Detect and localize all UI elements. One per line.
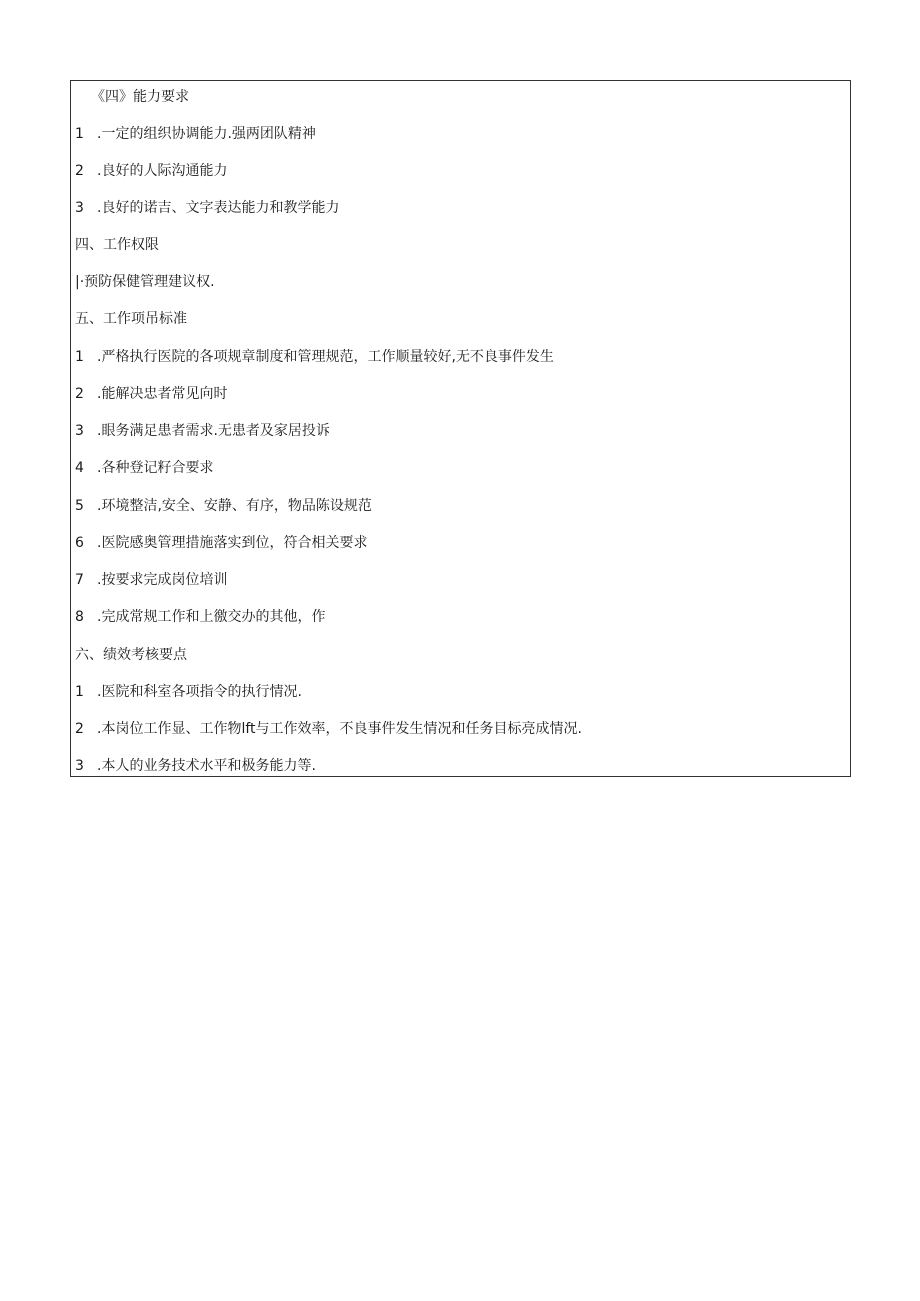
section-heading-ability: 《四》能力要求 (91, 89, 189, 105)
list-item: 7 .按要求完成岗位培训 (75, 572, 228, 588)
list-item: 5 .环境整洁,安全、安静、有序，物品陈设规范 (75, 498, 372, 514)
list-item: 1 .一定的组织协调能力.强两团队精神 (75, 126, 316, 142)
document-table (70, 80, 851, 777)
list-item: 3 .本人的业务技术水平和极务能力等. (75, 758, 316, 774)
list-item: 8 .完成常规工作和上徼交办的其他，作 (75, 609, 326, 625)
list-item: 4 .各种登记籽合要求 (75, 460, 214, 476)
list-item: 1 .严格执行医院的各项规章制度和管理规范，工作顺量较好,无不良事件发生 (75, 349, 554, 365)
section-heading-performance: 六、绩效考核要点 (75, 647, 187, 663)
section-heading-standards: 五、工作项吊标准 (75, 311, 187, 327)
section-heading-authority: 四、工作权限 (75, 237, 159, 253)
list-item: 3 .良好的诺吉、文字表达能力和教学能力 (75, 200, 340, 216)
list-item: 3 .眼务满足患者需求.无患者及家居投诉 (75, 423, 330, 439)
list-item: 2 .能解决忠者常见向时 (75, 386, 228, 402)
list-item: 2 .良好的人际沟通能力 (75, 163, 228, 179)
list-item: 6 .医院感奥管理措施落实到位，符合相关要求 (75, 535, 368, 551)
list-item: 2 .本岗位工作显、工作物lft与工作效率，不良事件发生情况和任务目标亮成情况. (75, 721, 582, 737)
list-item: |·预防保健管理建议权. (75, 274, 215, 290)
list-item: 1 .医院和科室各项指令的执行情况. (75, 684, 302, 700)
